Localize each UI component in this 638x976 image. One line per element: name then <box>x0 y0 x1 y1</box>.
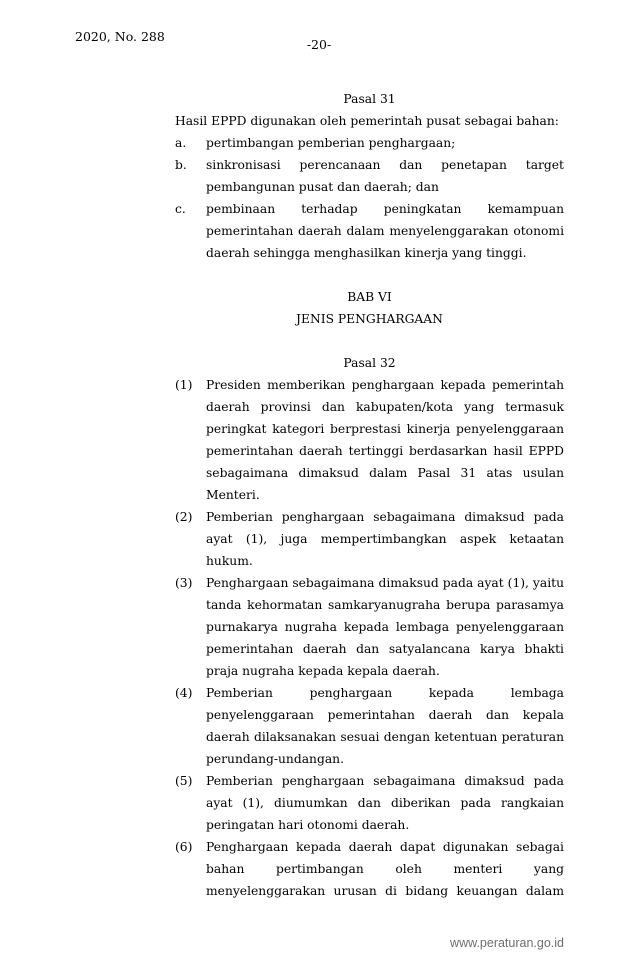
page-number: -20- <box>306 37 332 52</box>
list-item <box>175 374 564 506</box>
list-item-text: Presiden memberikan penghargaan kepada pemerintah daerah provinsi dan kabupaten/kota yang termasuk peringkat kategori berprestasi kinerja penyelenggaraan pemerintahan daerah tertinggi berdasarkan hasil EPPD sebagaimana dimaksud dalam Pasal 31 atas usulan Menteri. <box>206 378 564 502</box>
pasal-32-title: Pasal 32 <box>343 356 396 370</box>
list-item-label: (3) <box>175 576 193 590</box>
chapter-title: JENIS PENGHARGAAN <box>296 312 443 326</box>
list-item-text: Penghargaan kepada daerah dapat digunakan sebagai bahan pertimbangan oleh menteri yang menyelenggarakan urusan di bidang keuangan dalam <box>206 840 564 898</box>
list-item-text: Pemberian penghargaan sebagaimana dimaksud pada ayat (1), diumumkan dan diberikan pada rangkaian peringatan hari otonomi daerah. <box>206 774 564 832</box>
list-item-text: sinkronisasi perencanaan dan penetapan target pembangunan pusat dan daerah; dan <box>206 158 564 194</box>
document-body <box>175 88 564 902</box>
list-item-label: a. <box>175 136 187 150</box>
list-item <box>175 506 564 572</box>
chapter-number: BAB VI <box>347 290 392 304</box>
list-item <box>175 132 564 154</box>
list-item-text: pembinaan terhadap peningkatan kemampuan pemerintahan daerah dalam menyelenggarakan otonomi daerah sehingga menghasilkan kinerja yang tinggi. <box>206 202 564 260</box>
list-item-label: (6) <box>175 840 193 854</box>
list-item-label: c. <box>175 202 186 216</box>
list-item-text: Pemberian penghargaan kepada lembaga penyelenggaraan pemerintahan daerah dan kepala daerah dilaksanakan sesuai dengan ketentuan peraturan perundang-undangan. <box>206 686 564 766</box>
list-item-label: (2) <box>175 510 193 524</box>
list-item <box>175 682 564 770</box>
list-item <box>175 770 564 836</box>
list-item <box>175 198 564 264</box>
list-item <box>175 572 564 682</box>
list-item <box>175 154 564 198</box>
gazette-number: 2020, No. 288 <box>75 29 165 44</box>
list-item-label: (5) <box>175 774 193 788</box>
list-item-label: (1) <box>175 378 193 392</box>
list-item-text: Penghargaan sebagaimana dimaksud pada ayat (1), yaitu tanda kehormatan samkaryanugraha berupa parasamya purnakarya nugraha kepada lembaga penyelenggaraan pemerintahan daerah dan satyalancana karya bhakti praja nugraha kepada kepala daerah. <box>206 576 564 678</box>
pasal-31-intro: Hasil EPPD digunakan oleh pemerintah pusat sebagai bahan: <box>175 114 559 128</box>
list-item-text: pertimbangan pemberian penghargaan; <box>206 136 456 150</box>
pasal-31-title: Pasal 31 <box>343 92 396 106</box>
list-item-label: b. <box>175 158 187 172</box>
list-item <box>175 836 564 902</box>
footer-url: www.peraturan.go.id <box>450 936 564 950</box>
list-item-text: Pemberian penghargaan sebagaimana dimaksud pada ayat (1), juga mempertimbangkan aspek ketaatan hukum. <box>206 510 564 568</box>
list-item-label: (4) <box>175 686 193 700</box>
